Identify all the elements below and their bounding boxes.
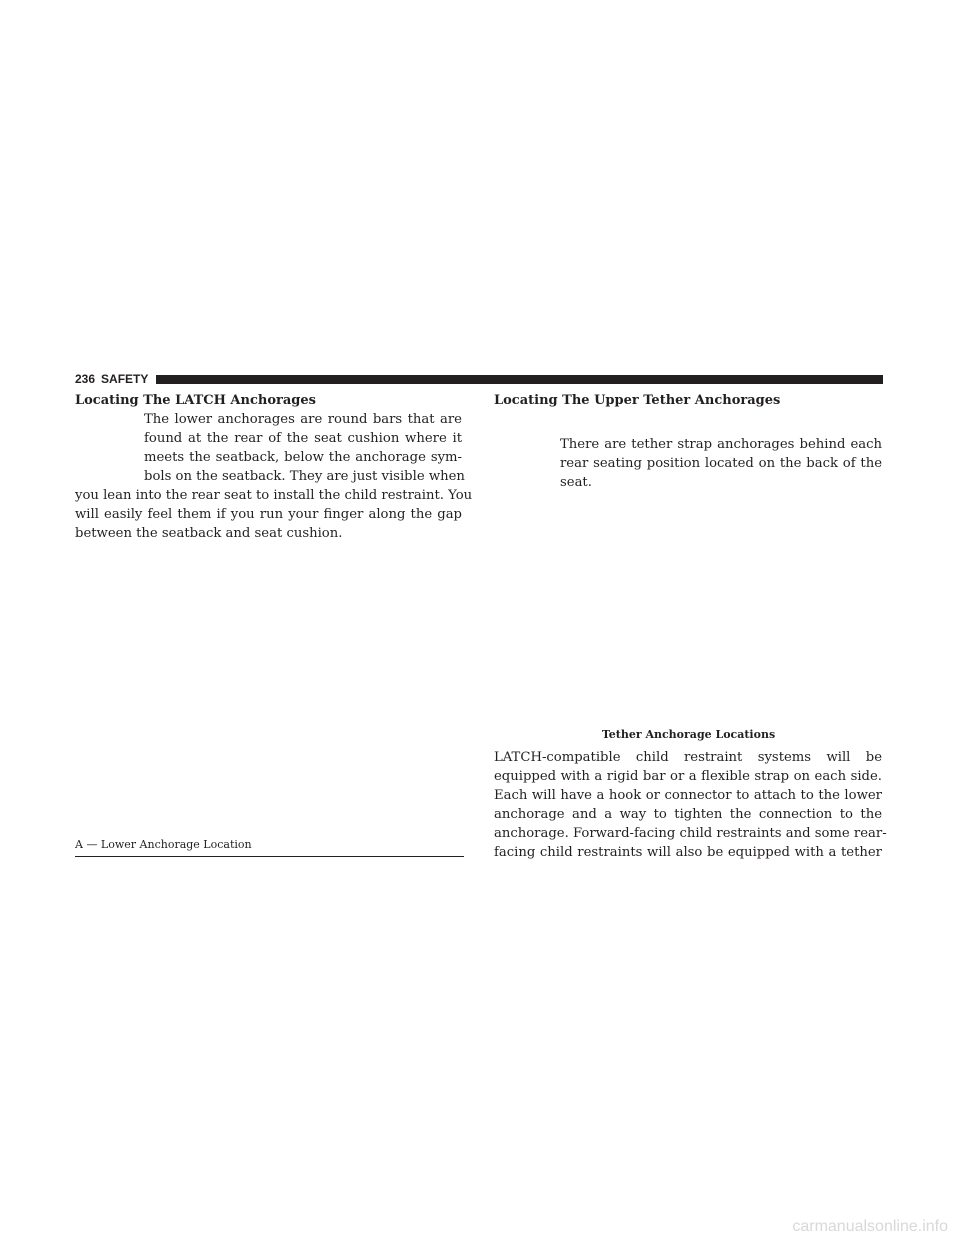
text-line: bols on the seatback. They are just visible when	[144, 469, 465, 484]
right-indented-paragraph	[560, 435, 882, 492]
text-line: The lower anchorages are round bars that are	[144, 412, 462, 427]
section-title: SAFETY	[101, 372, 149, 386]
text-line: LATCH-compatible child restraint systems will be	[494, 750, 882, 765]
text-line: meets the seatback, below the anchorage sym-	[144, 450, 462, 465]
text-line: you lean into the rear seat to install the child restraint. You	[75, 488, 473, 503]
lower-anchorage-caption: A — Lower Anchorage Location	[75, 838, 252, 851]
text-line: rear seating position located on the back of the	[560, 456, 882, 471]
text-line: anchorage and a way to tighten the connection to the	[494, 807, 882, 822]
text-line: found at the rear of the seat cushion where it	[144, 431, 462, 446]
text-line: between the seatback and seat cushion.	[75, 526, 343, 541]
left-full-paragraph	[75, 486, 473, 543]
left-indented-paragraph	[144, 410, 465, 486]
watermark-logo: carmanualsonline.info	[792, 1218, 948, 1235]
header-rule	[156, 375, 883, 384]
text-line: will easily feel them if you run your finger along the gap	[75, 507, 462, 522]
page-header	[75, 371, 883, 387]
text-line: anchorage. Forward-facing child restraints and some rear-	[494, 826, 887, 841]
text-line: equipped with a rigid bar or a flexible strap on each side.	[494, 769, 882, 784]
text-line: facing child restraints will also be equipped with a tether	[494, 845, 882, 860]
text-line: seat.	[560, 475, 592, 490]
tether-figure-caption: Tether Anchorage Locations	[601, 728, 776, 741]
page-number: 236	[75, 372, 96, 386]
right-heading: Locating The Upper Tether Anchorages	[494, 393, 781, 408]
text-line: There are tether strap anchorages behind each	[560, 437, 882, 452]
right-full-paragraph	[494, 748, 887, 862]
caption-rule	[75, 856, 464, 857]
text-line: Each will have a hook or connector to attach to the lower	[494, 788, 882, 803]
left-heading: Locating The LATCH Anchorages	[75, 393, 316, 408]
